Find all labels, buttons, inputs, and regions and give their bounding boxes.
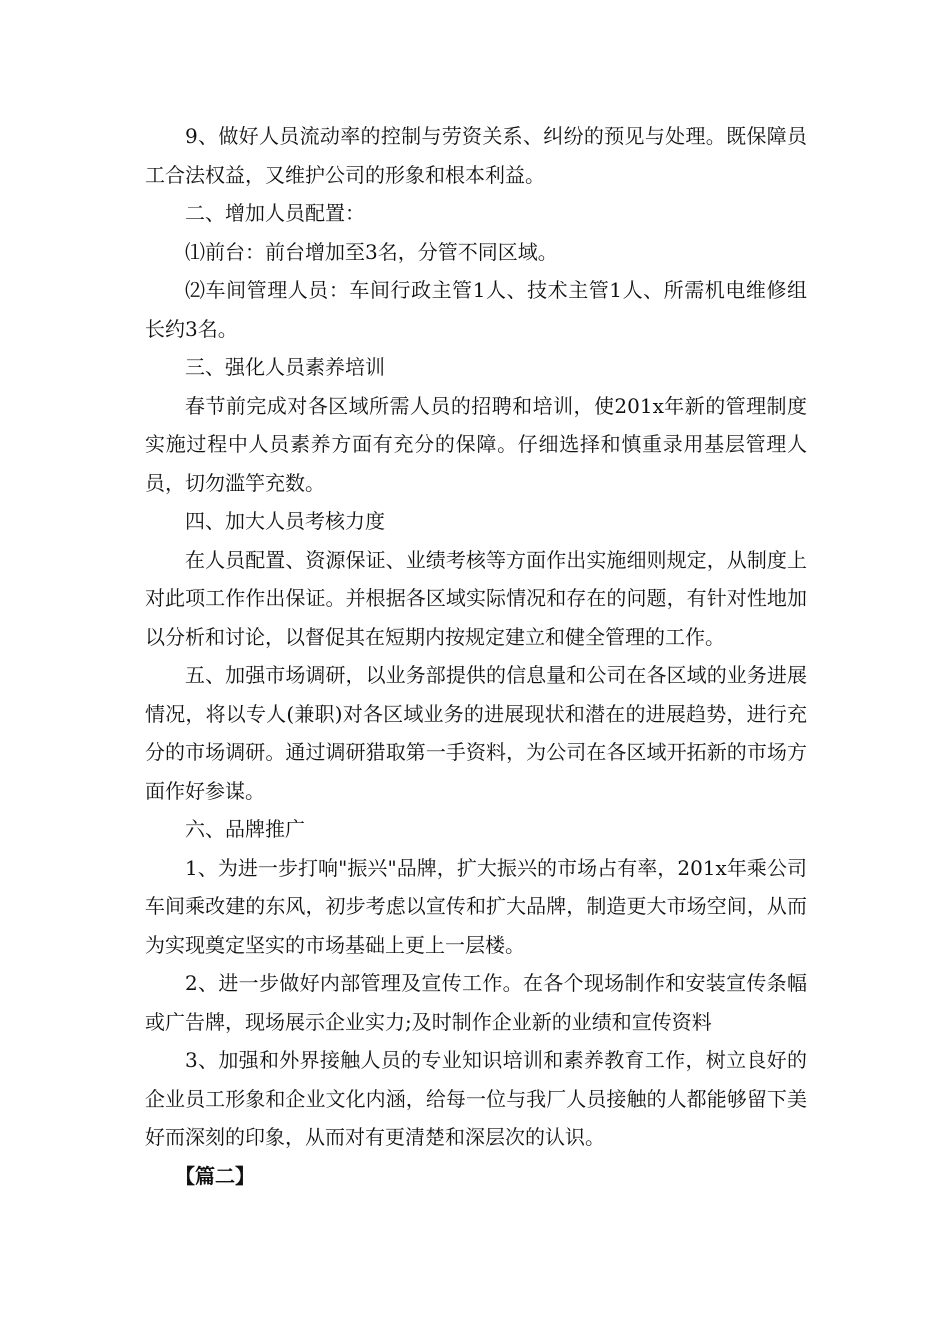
paragraph-brand-item-2: 2、进一步做好内部管理及宣传工作。在各个现场制作和安装宣传条幅或广告牌，现场展示企业实力;及时制作企业新的业绩和宣传资料 [145, 971, 807, 1034]
heading-add-staffing: 二、增加人员配置： [185, 201, 365, 225]
list-item-workshop-managers: ⑵车间管理人员：车间行政主管1人、技术主管1人、所需机电维修组长约3名。 [145, 278, 807, 341]
paragraph-brand-item-1: 1、为进一步打响"振兴"品牌，扩大振兴的市场占有率，201x年乘公司车间乘改建的东风，初步考虑以宣传和扩大品牌，制造更大市场空间，从而为实现奠定坚实的市场基础上更上一层楼。 [145, 855, 807, 957]
paragraph-item-9: 9、做好人员流动率的控制与劳资关系、纠纷的预见与处理。既保障员工合法权益，又维护公司的形象和根本利益。 [145, 124, 807, 187]
paragraph-assessment: 在人员配置、资源保证、业绩考核等方面作出实施细则规定，从制度上对此项工作作出保证。并根据各区域实际情况和存在的问题，有针对性地加以分析和讨论，以督促其在短期内按规定建立和健全管理的工作。 [145, 547, 807, 649]
paragraph-market-research: 五、加强市场调研，以业务部提供的信息量和公司在各区域的业务进展情况，将以专人(兼职)对各区域业务的进展现状和潜在的进展趋势，进行充分的市场调研。通过调研猎取第一手资料，为公司在各区域开拓新的市场方面作好参谋。 [145, 663, 807, 803]
heading-staff-training: 三、强化人员素养培训 [185, 355, 385, 379]
paragraph-brand-item-3: 3、加强和外界接触人员的专业知识培训和素养教育工作，树立良好的企业员工形象和企业文化内涵，给每一位与我厂人员接触的人都能够留下美好而深刻的印象，从而对有更清楚和深层次的认识。 [145, 1048, 807, 1149]
list-item-front-desk: ⑴前台：前台增加至3名，分管不同区域。 [185, 239, 558, 264]
paragraph-training: 春节前完成对各区域所需人员的招聘和培训，使201x年新的管理制度实施过程中人员素养方面有充分的保障。仔细选择和慎重录用基层管理人员，切勿滥竽充数。 [145, 393, 807, 495]
heading-brand-promotion: 六、品牌推广 [185, 817, 305, 841]
heading-assessment: 四、加大人员考核力度 [185, 509, 385, 533]
document-body [145, 117, 807, 1195]
section-mark: 【篇二】 [175, 1163, 255, 1188]
